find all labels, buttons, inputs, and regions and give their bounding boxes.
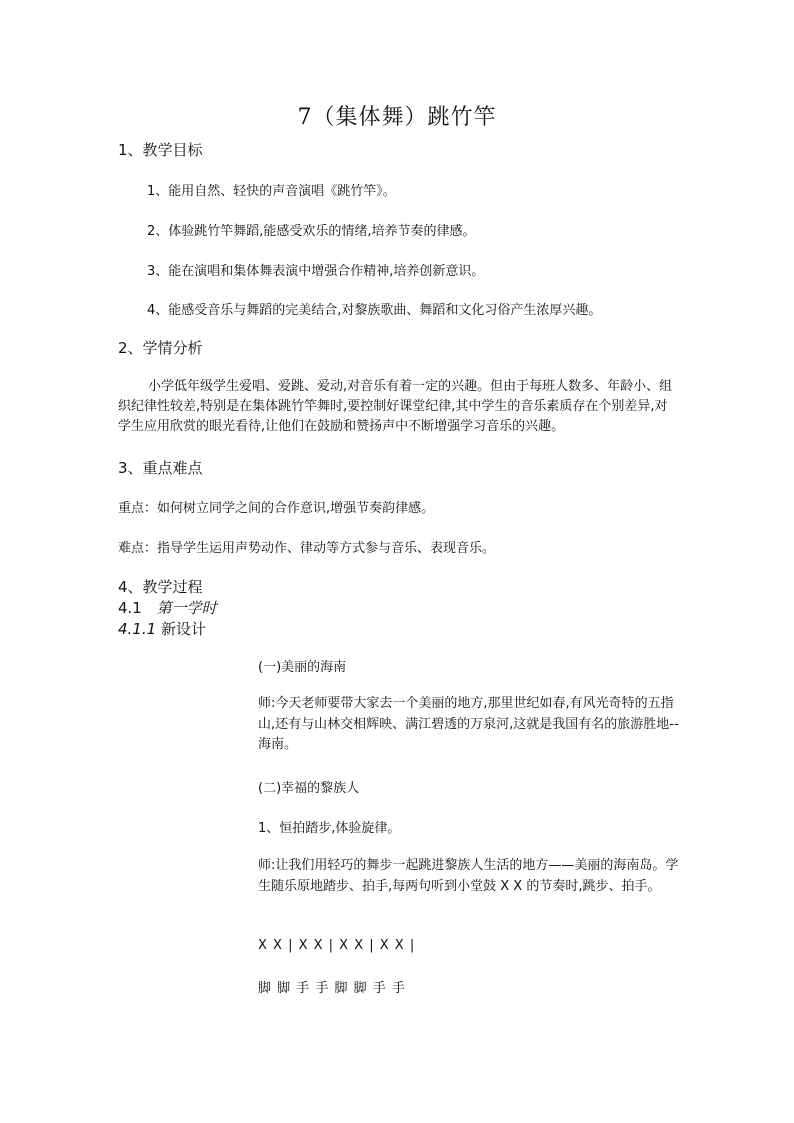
goal-item: 4、能感受音乐与舞蹈的完美结合,对黎族歌曲、舞蹈和文化习俗产生浓厚兴趣。 — [147, 303, 602, 318]
subsection-number: 4.1 — [118, 599, 142, 617]
goal-item: 1、能用自然、轻快的声音演唱《跳竹竿》。 — [147, 184, 396, 199]
rhythm-notation: X X | X X | X X | X X | — [258, 938, 415, 953]
part-paragraph-hainan: 师:今天老师要带大家去一个美丽的地方,那里世纪如春,有风光奇特的五指山,还有与山林交相辉映、满江碧透的万泉河,这就是我国有名的旅游胜地--海南。 — [258, 696, 679, 752]
section-heading-goals: 1、教学目标 — [118, 141, 203, 159]
subsection-label: 新设计 — [160, 620, 206, 638]
difficult-point-text: 难点：指导学生运用声势动作、律动等方式参与音乐、表现音乐。 — [118, 541, 496, 556]
analysis-paragraph: 小学低年级学生爱唱、爱跳、爱动,对音乐有着一定的兴趣。但由于每班人数多、年龄小、组织纪律性较差,特别是在集体跳竹竿舞时,要控制好课堂纪律,其中学生的音乐素质存在个别差异,对学生应用欣赏的眼光看待,让他们在鼓励和赞扬声中不断增强学习音乐的兴趣。 — [118, 379, 673, 434]
subsection-label: 第一学时 — [156, 599, 217, 617]
page-title: 7（集体舞）跳竹竿 — [297, 105, 497, 130]
part-heading-li-people: (二)幸福的黎族人 — [258, 781, 360, 796]
section-heading-process: 4、教学过程 — [118, 578, 203, 596]
subsection-heading-4-1 — [118, 597, 217, 618]
goal-item: 2、体验跳竹竿舞蹈,能感受欢乐的情绪,培养节奏的律感。 — [147, 224, 476, 239]
subsection-heading-4-1-1 — [118, 618, 206, 639]
part-paragraph-li-people: 师:让我们用轻巧的舞步一起跳进黎族人生活的地方——美丽的海南岛。学生随乐原地踏步、拍手,每两句听到小堂鼓 X X 的节奏时,跳步、拍手。 — [258, 858, 679, 894]
part-heading-hainan: (一)美丽的海南 — [258, 660, 347, 675]
rhythm-words: 脚 脚 手 手 脚 脚 手 手 — [258, 981, 405, 996]
subsection-number: 4.1.1 — [118, 620, 157, 638]
key-point-text: 重点：如何树立同学之间的合作意识,增强节奏韵律感。 — [118, 501, 435, 516]
section-heading-keypoints: 3、重点难点 — [118, 459, 203, 477]
goal-item: 3、能在演唱和集体舞表演中增强合作精神,培养创新意识。 — [147, 264, 485, 279]
step-item: 1、恒拍踏步,体验旋律。 — [258, 821, 401, 836]
section-heading-analysis: 2、学情分析 — [118, 339, 203, 357]
